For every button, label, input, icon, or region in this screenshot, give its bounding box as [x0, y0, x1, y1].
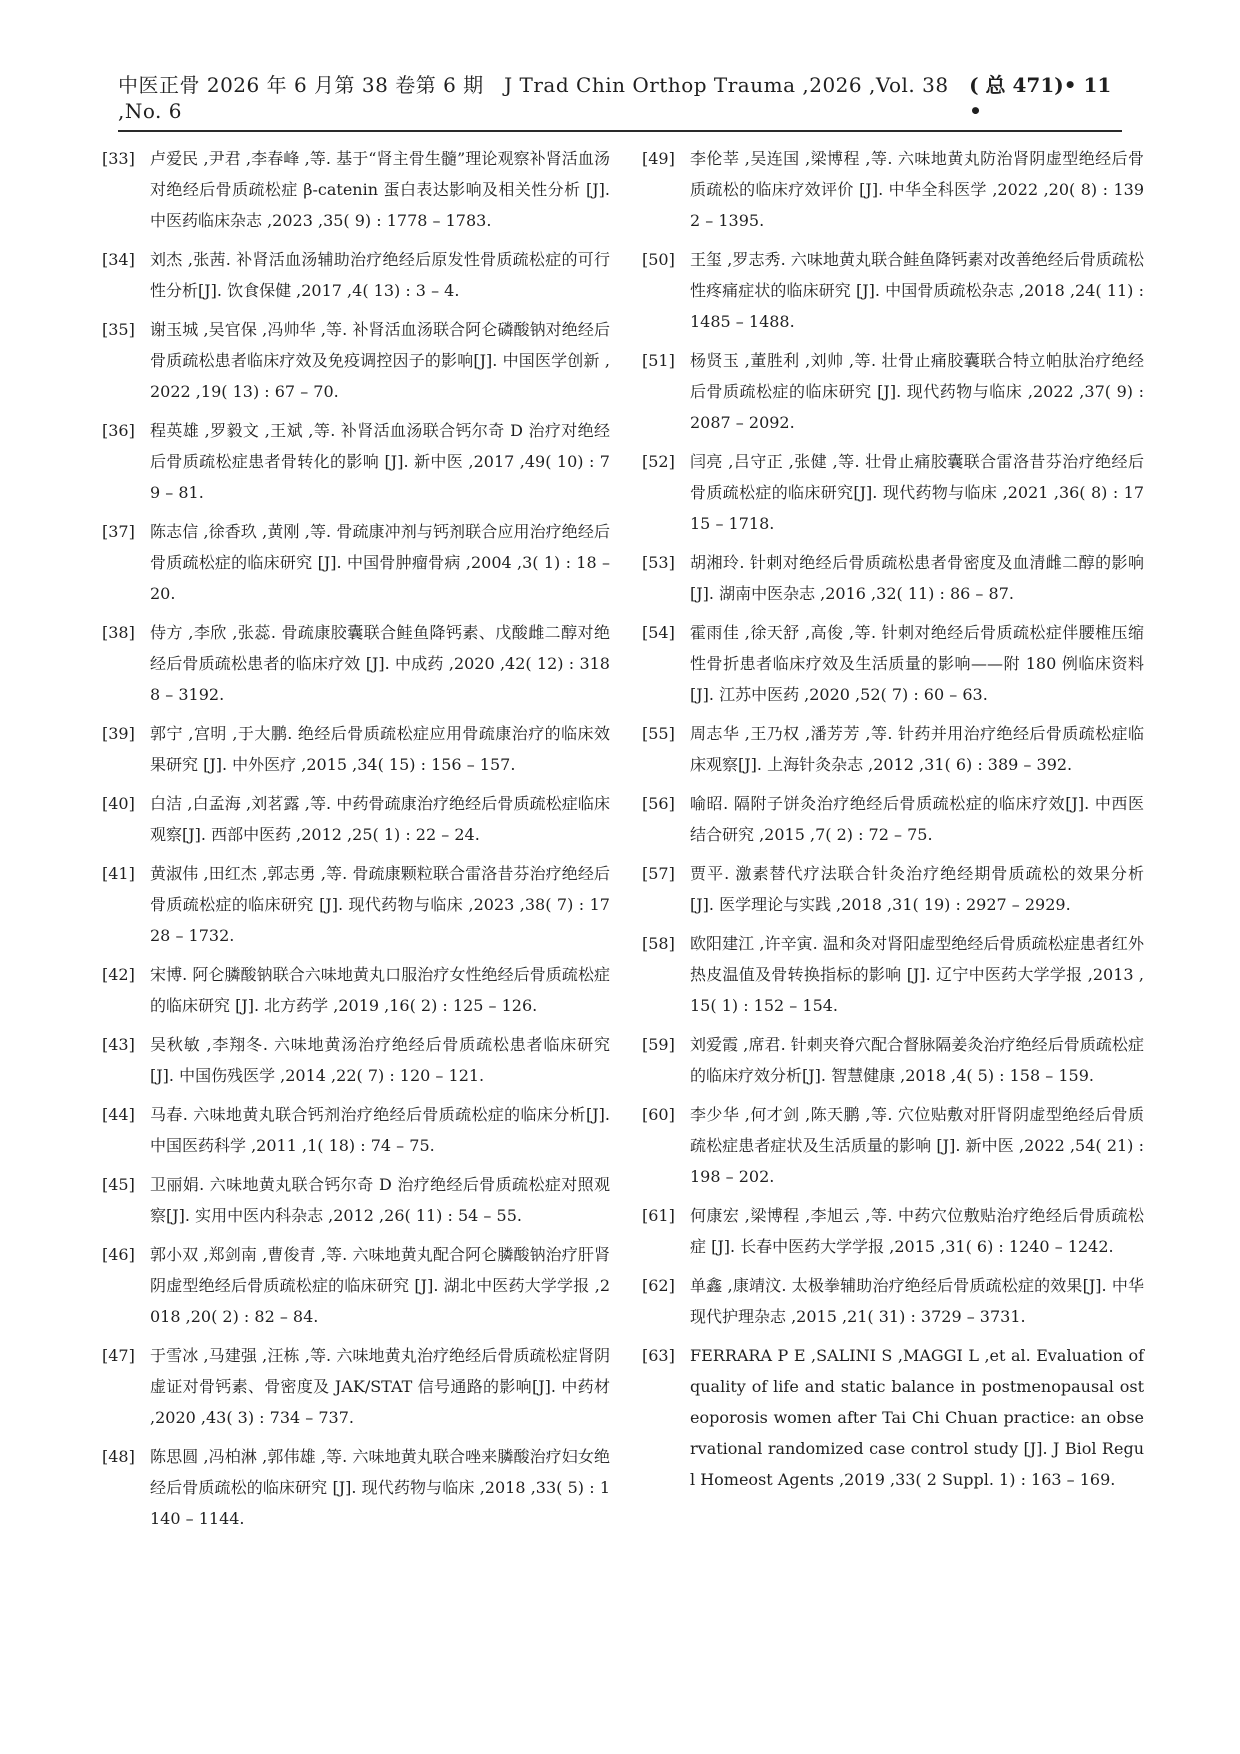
- reference-text: 郭小双 ,郑剑南 ,曹俊青 ,等. 六味地黄丸配合阿仑膦酸钠治疗肝肾阴虚型绝经后骨质疏松症的临床研究 [J]. 湖北中医药大学学报 ,2018 ,20( 2) : 82 – 84.: [150, 1245, 610, 1326]
- reference-number: [35]: [102, 320, 135, 339]
- reference-number: [59]: [642, 1035, 675, 1054]
- reference-entry: [102, 244, 610, 306]
- reference-text: 陈思圆 ,冯柏淋 ,郭伟雄 ,等. 六味地黄丸联合唑来膦酸治疗妇女绝经后骨质疏松的临床研究 [J]. 现代药物与临床 ,2018 ,33( 5) : 1140 – 1144.: [150, 1447, 610, 1528]
- reference-text: 程英雄 ,罗毅文 ,王斌 ,等. 补肾活血汤联合钙尔奇 D 治疗对绝经后骨质疏松症患者骨转化的影响 [J]. 新中医 ,2017 ,49( 10) : 79 – 81.: [150, 421, 610, 502]
- reference-entry: [102, 788, 610, 850]
- references-right-column: [642, 143, 1144, 1503]
- reference-text: 何康宏 ,梁博程 ,李旭云 ,等. 中药穴位敷贴治疗绝经后骨质疏松症 [J]. 长春中医药大学学报 ,2015 ,31( 6) : 1240 – 1242.: [690, 1206, 1144, 1256]
- reference-entry: [102, 314, 610, 407]
- reference-number: [58]: [642, 934, 675, 953]
- reference-entry: [102, 1029, 610, 1091]
- reference-number: [33]: [102, 149, 135, 168]
- reference-number: [47]: [102, 1346, 135, 1365]
- reference-entry: [102, 1099, 610, 1161]
- reference-number: [53]: [642, 553, 675, 572]
- reference-number: [48]: [102, 1447, 135, 1466]
- reference-text: 胡湘玲. 针刺对绝经后骨质疏松患者骨密度及血清雌二醇的影响[J]. 湖南中医杂志 ,2016 ,32( 11) : 86 – 87.: [690, 553, 1144, 603]
- references-left-column: [102, 143, 610, 1542]
- reference-text: 王玺 ,罗志秀. 六味地黄丸联合鲑鱼降钙素对改善绝经后骨质疏松性疼痛症状的临床研究 [J]. 中国骨质疏松杂志 ,2018 ,24( 11) : 1485 – 1488.: [690, 250, 1144, 331]
- reference-entry: [102, 516, 610, 609]
- reference-entry: [642, 244, 1144, 337]
- reference-text: 周志华 ,王乃权 ,潘芳芳 ,等. 针药并用治疗绝经后骨质疏松症临床观察[J]. 上海针灸杂志 ,2012 ,31( 6) : 389 – 392.: [690, 724, 1144, 774]
- reference-number: [51]: [642, 351, 675, 370]
- reference-text: 单鑫 ,康靖汶. 太极拳辅助治疗绝经后骨质疏松症的效果[J]. 中华现代护理杂志 ,2015 ,21( 31) : 3729 – 3731.: [690, 1276, 1144, 1326]
- reference-number: [52]: [642, 452, 675, 471]
- reference-number: [43]: [102, 1035, 135, 1054]
- reference-text: 喻昭. 隔附子饼灸治疗绝经后骨质疏松症的临床疗效[J]. 中西医结合研究 ,2015 ,7( 2) : 72 – 75.: [690, 794, 1144, 844]
- reference-entry: [102, 415, 610, 508]
- reference-entry: [102, 718, 610, 780]
- reference-entry: [102, 858, 610, 951]
- reference-entry: [642, 788, 1144, 850]
- reference-number: [40]: [102, 794, 135, 813]
- reference-text: 卢爱民 ,尹君 ,李春峰 ,等. 基于“肾主骨生髓”理论观察补肾活血汤对绝经后骨质疏松症 β-catenin 蛋白表达影响及相关性分析 [J]. 中医药临床杂志 ,2023 ,35( 9) : 1778 – 1783.: [150, 149, 610, 230]
- reference-text: 宋博. 阿仑膦酸钠联合六味地黄丸口服治疗女性绝经后骨质疏松症的临床研究 [J]. 北方药学 ,2019 ,16( 2) : 125 – 126.: [150, 965, 610, 1015]
- reference-text: 贾平. 激素替代疗法联合针灸治疗绝经期骨质疏松的效果分析 [J]. 医学理论与实践 ,2018 ,31( 19) : 2927 – 2929.: [690, 864, 1144, 914]
- reference-number: [45]: [102, 1175, 135, 1194]
- reference-number: [42]: [102, 965, 135, 984]
- reference-entry: [102, 959, 610, 1021]
- reference-text: 欧阳建江 ,许辛寅. 温和灸对肾阳虚型绝经后骨质疏松症患者红外热皮温值及骨转换指标的影响 [J]. 辽宁中医药大学学报 ,2013 ,15( 1) : 152 – 154.: [690, 934, 1144, 1015]
- reference-entry: [642, 345, 1144, 438]
- reference-entry: [642, 1340, 1144, 1495]
- reference-number: [41]: [102, 864, 135, 883]
- reference-number: [60]: [642, 1105, 675, 1124]
- reference-text: 卫丽娟. 六味地黄丸联合钙尔奇 D 治疗绝经后骨质疏松症对照观察[J]. 实用中医内科杂志 ,2012 ,26( 11) : 54 – 55.: [150, 1175, 610, 1225]
- reference-number: [44]: [102, 1105, 135, 1124]
- page-number: ( 总 471)• 11 •: [969, 73, 1112, 123]
- reference-entry: [102, 1340, 610, 1433]
- reference-text: 马春. 六味地黄丸联合钙剂治疗绝经后骨质疏松症的临床分析[J]. 中国医药科学 ,2011 ,1( 18) : 74 – 75.: [150, 1105, 610, 1155]
- reference-entry: [642, 446, 1144, 539]
- reference-entry: [642, 1270, 1144, 1332]
- reference-entry: [642, 1099, 1144, 1192]
- journal-citation: 中医正骨 2026 年 6 月第 38 卷第 6 期 J Trad Chin Orthop Trauma ,2026 ,Vol. 38 ,No. 6: [118, 73, 949, 123]
- reference-text: 吴秋敏 ,李翔冬. 六味地黄汤治疗绝经后骨质疏松患者临床研究[J]. 中国伤残医学 ,2014 ,22( 7) : 120 – 121.: [150, 1035, 610, 1085]
- reference-number: [38]: [102, 623, 135, 642]
- reference-text: 陈志信 ,徐香玖 ,黄刚 ,等. 骨疏康冲剂与钙剂联合应用治疗绝经后骨质疏松症的临床研究 [J]. 中国骨肿瘤骨病 ,2004 ,3( 1) : 18 – 20.: [150, 522, 610, 603]
- reference-entry: [642, 718, 1144, 780]
- reference-number: [34]: [102, 250, 135, 269]
- reference-number: [61]: [642, 1206, 675, 1225]
- reference-text: 闫亮 ,吕守正 ,张健 ,等. 壮骨止痛胶囊联合雷洛昔芬治疗绝经后骨质疏松症的临床研究[J]. 现代药物与临床 ,2021 ,36( 8) : 1715 – 1718.: [690, 452, 1144, 533]
- reference-number: [56]: [642, 794, 675, 813]
- reference-entry: [642, 547, 1144, 609]
- reference-text: 李少华 ,何才剑 ,陈天鹏 ,等. 穴位贴敷对肝肾阴虚型绝经后骨质疏松症患者症状及生活质量的影响 [J]. 新中医 ,2022 ,54( 21) : 198 – 202.: [690, 1105, 1144, 1186]
- reference-number: [50]: [642, 250, 675, 269]
- reference-text: 侍方 ,李欣 ,张蕊. 骨疏康胶囊联合鲑鱼降钙素、戊酸雌二醇对绝经后骨质疏松患者的临床疗效 [J]. 中成药 ,2020 ,42( 12) : 3188 – 3192.: [150, 623, 610, 704]
- reference-text: 谢玉城 ,吴官保 ,冯帅华 ,等. 补肾活血汤联合阿仑磷酸钠对绝经后骨质疏松患者临床疗效及免疫调控因子的影响[J]. 中国医学创新 ,2022 ,19( 13) : 67 – 70.: [150, 320, 610, 401]
- reference-number: [36]: [102, 421, 135, 440]
- reference-text: 郭宁 ,宫明 ,于大鹏. 绝经后骨质疏松症应用骨疏康治疗的临床效果研究 [J]. 中外医疗 ,2015 ,34( 15) : 156 – 157.: [150, 724, 610, 774]
- reference-entry: [642, 143, 1144, 236]
- reference-number: [57]: [642, 864, 675, 883]
- reference-text: 白洁 ,白孟海 ,刘茗露 ,等. 中药骨疏康治疗绝经后骨质疏松症临床观察[J]. 西部中医药 ,2012 ,25( 1) : 22 – 24.: [150, 794, 610, 844]
- reference-text: FERRARA P E ,SALINI S ,MAGGI L ,et al. Evaluation of quality of life and static balance in postmenopausal osteoporosis women after Tai Chi Chuan practice: an observational randomized case control study [J]. J Biol Regul Homeost Agents ,2019 ,33( 2 Suppl. 1) : 163 – 169.: [690, 1346, 1144, 1489]
- reference-text: 黄淑伟 ,田红杰 ,郭志勇 ,等. 骨疏康颗粒联合雷洛昔芬治疗绝经后骨质疏松症的临床研究 [J]. 现代药物与临床 ,2023 ,38( 7) : 1728 – 1732.: [150, 864, 610, 945]
- reference-number: [46]: [102, 1245, 135, 1264]
- reference-number: [49]: [642, 149, 675, 168]
- reference-text: 李伦莘 ,吴连国 ,梁博程 ,等. 六味地黄丸防治肾阴虚型绝经后骨质疏松的临床疗效评价 [J]. 中华全科医学 ,2022 ,20( 8) : 1392 – 1395.: [690, 149, 1144, 230]
- reference-text: 刘爱霞 ,席君. 针刺夹脊穴配合督脉隔姜灸治疗绝经后骨质疏松症的临床疗效分析[J]. 智慧健康 ,2018 ,4( 5) : 158 – 159.: [690, 1035, 1144, 1085]
- reference-entry: [102, 617, 610, 710]
- reference-text: 刘杰 ,张茜. 补肾活血汤辅助治疗绝经后原发性骨质疏松症的可行性分析[J]. 饮食保健 ,2017 ,4( 13) : 3 – 4.: [150, 250, 610, 300]
- reference-entry: [102, 1239, 610, 1332]
- reference-number: [39]: [102, 724, 135, 743]
- reference-number: [55]: [642, 724, 675, 743]
- reference-text: 于雪冰 ,马建强 ,汪栋 ,等. 六味地黄丸治疗绝经后骨质疏松症肾阴虚证对骨钙素、骨密度及 JAK/STAT 信号通路的影响[J]. 中药材 ,2020 ,43( 3) : 734 – 737.: [150, 1346, 610, 1427]
- reference-number: [62]: [642, 1276, 675, 1295]
- reference-entry: [102, 1169, 610, 1231]
- reference-entry: [102, 143, 610, 236]
- running-header: [118, 73, 1122, 132]
- reference-entry: [642, 1029, 1144, 1091]
- reference-entry: [642, 1200, 1144, 1262]
- reference-entry: [102, 1441, 610, 1534]
- reference-number: [54]: [642, 623, 675, 642]
- reference-text: 霍雨佳 ,徐天舒 ,高俊 ,等. 针刺对绝经后骨质疏松症伴腰椎压缩性骨折患者临床疗效及生活质量的影响——附 180 例临床资料[J]. 江苏中医药 ,2020 ,52( 7) : 60 – 63.: [690, 623, 1144, 704]
- reference-entry: [642, 858, 1144, 920]
- reference-entry: [642, 928, 1144, 1021]
- reference-number: [37]: [102, 522, 135, 541]
- reference-entry: [642, 617, 1144, 710]
- reference-number: [63]: [642, 1346, 675, 1365]
- reference-text: 杨贤玉 ,董胜利 ,刘帅 ,等. 壮骨止痛胶囊联合特立帕肽治疗绝经后骨质疏松症的临床研究 [J]. 现代药物与临床 ,2022 ,37( 9) : 2087 – 2092.: [690, 351, 1144, 432]
